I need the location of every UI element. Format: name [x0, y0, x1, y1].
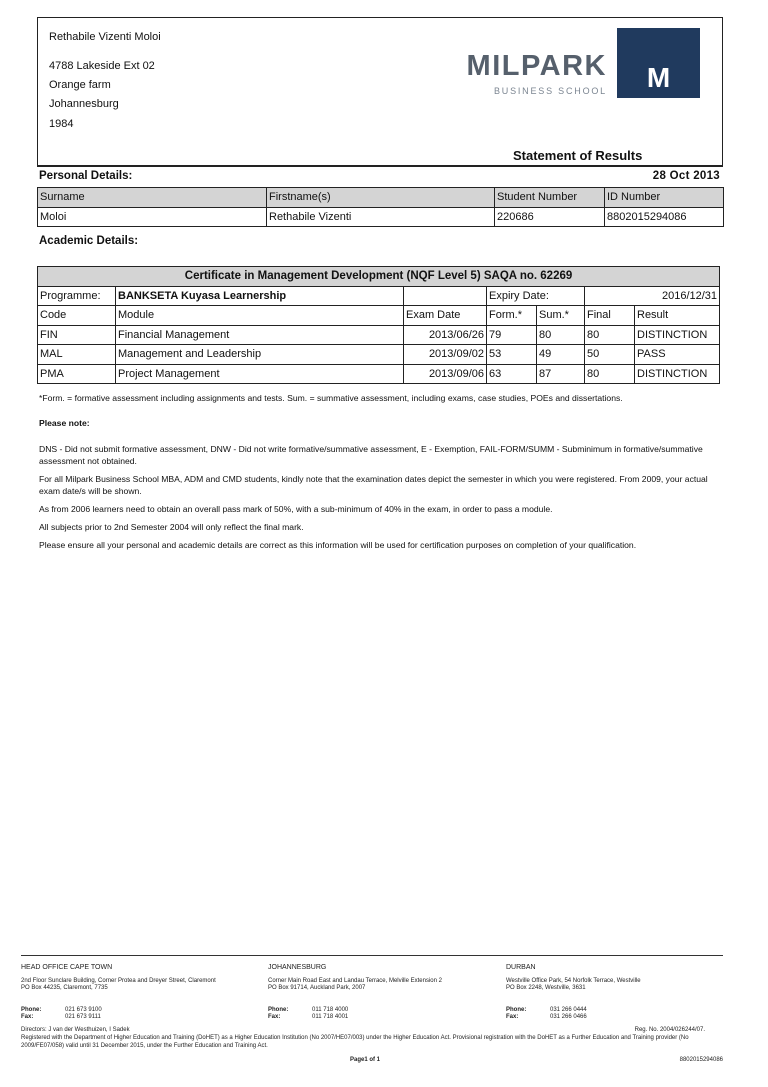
logo-subtitle: BUSINESS SCHOOL [493, 86, 607, 96]
logo-mark-icon [617, 28, 700, 98]
header-final: Final [585, 306, 635, 326]
office-city: HEAD OFFICE CAPE TOWN [21, 964, 113, 971]
office-address: Westville Office Park, 54 Norfolk Terrace, Westville PO Box 2248, Westville, 3631 [506, 977, 641, 991]
recipient-address-line: Orange farm [49, 79, 111, 91]
office-cape-town [21, 964, 256, 1022]
table-row [38, 345, 720, 365]
form-mark: 63 [487, 364, 537, 384]
header-exam-date: Exam Date [404, 306, 487, 326]
header-firstname: Firstname(s) [267, 188, 495, 208]
fax-label: Fax: [21, 1014, 34, 1020]
id-number-value: 8802015294086 [605, 207, 724, 227]
academic-details-heading: Academic Details: [39, 235, 139, 247]
note-item: DNS - Did not submit formative assessment, DNW - Did not write formative/summative assessment, E - Exemption, FAIL-FORM/SUMM - Subminimum in formative/summative assessment not obtained. [39, 444, 703, 466]
footer-id-number: 8802015294086 [679, 1057, 723, 1063]
office-fax: 021 673 9111 [65, 1014, 101, 1020]
result: DISTINCTION [635, 325, 720, 345]
logo-wordmark: MILPARK [466, 50, 607, 82]
final-mark: 80 [585, 325, 635, 345]
module-code: PMA [38, 364, 116, 384]
qualification-row [38, 267, 720, 287]
footer-reg-number: Reg. No. 2004/026244/07. [634, 1027, 705, 1033]
qualification-title: Certificate in Management Development (NQF Level 5) SAQA no. 62269 [38, 267, 720, 287]
note-item: Please ensure all your personal and academic details are correct as this information will be used for certification purposes on completion of your qualification. [39, 540, 637, 550]
module-name: Financial Management [116, 325, 404, 345]
recipient-address-line: Johannesburg [49, 98, 119, 110]
header-sum: Sum.* [537, 306, 585, 326]
table-row [38, 364, 720, 384]
note-item: As from 2006 learners need to obtain an overall pass mark of 50%, with a sub-minimum of 40% in the exam, in order to pass a module. [39, 504, 553, 514]
programme-label: Programme: [38, 286, 116, 306]
page-number: Page1 of 1 [350, 1057, 381, 1063]
office-fax: 031 266 0466 [550, 1014, 587, 1020]
expiry-value: 2016/12/31 [585, 286, 720, 306]
surname-value: Moloi [38, 207, 267, 227]
office-phone: 021 673 9100 [65, 1006, 102, 1013]
logo-mark-letter: M [646, 62, 671, 93]
firstname-value: Rethabile Vizenti [267, 207, 495, 227]
office-johannesburg [268, 964, 503, 1022]
header-form: Form.* [487, 306, 537, 326]
module-code: FIN [38, 325, 116, 345]
expiry-label: Expiry Date: [487, 286, 585, 306]
footer-directors: Directors: J van der Westhuizen, I Sadek [21, 1027, 130, 1033]
note-item: All subjects prior to 2nd Semester 2004 will only reflect the final mark. [39, 522, 304, 532]
personal-details-heading: Personal Details: [39, 170, 133, 182]
notes-section [39, 392, 719, 557]
sum-mark: 49 [537, 345, 585, 365]
fax-label: Fax: [268, 1014, 281, 1020]
personal-details-table [37, 187, 724, 227]
academic-details-table [37, 266, 720, 384]
document-title: Statement of Results [513, 148, 643, 163]
please-note-heading: Please note: [39, 418, 90, 428]
result: PASS [635, 345, 720, 365]
milpark-logo [455, 28, 700, 98]
sum-mark: 80 [537, 325, 585, 345]
table-header-row [38, 188, 724, 208]
office-city: DURBAN [506, 964, 536, 971]
student-number-value: 220686 [495, 207, 605, 227]
header-module: Module [116, 306, 404, 326]
final-mark: 80 [585, 364, 635, 384]
phone-label: Phone: [506, 1006, 527, 1013]
office-phone: 031 266 0444 [550, 1006, 587, 1013]
assessment-footnote: *Form. = formative assessment including assignments and tests. Sum. = summative assessment, including exams, case studies, POEs and dissertations. [39, 393, 623, 403]
statement-date: 28 Oct 2013 [652, 170, 720, 182]
header-code: Code [38, 306, 116, 326]
final-mark: 50 [585, 345, 635, 365]
office-city: JOHANNESBURG [268, 964, 327, 971]
footer-registration-text: Registered with the Department of Higher Education and Training (DoHET) as a Higher Education Institution (No 2007/HE07/003) under the Higher Education Act. Provisional registration with the DoHET as a Further Education and Training provider (No 2009/FE07/058) valid until 31 December 2015, under the Further Education and Training Act. [21, 1035, 689, 1049]
module-name: Project Management [116, 364, 404, 384]
office-durban [506, 964, 741, 1022]
office-fax: 011 718 4001 [312, 1014, 349, 1020]
phone-label: Phone: [21, 1006, 42, 1013]
office-address: Corner Main Road East and Landau Terrace, Melville Extension 2 PO Box 91714, Auckland Park, 2007 [268, 977, 442, 991]
note-item: For all Milpark Business School MBA, ADM and CMD students, kindly note that the examination dates depict the semester in which you were registered. From 2009, your actual exam date/s will be shown. [39, 474, 708, 496]
phone-label: Phone: [268, 1006, 289, 1013]
header-id-number: ID Number [605, 188, 724, 208]
module-name: Management and Leadership [116, 345, 404, 365]
recipient-name: Rethabile Vizenti Moloi [49, 31, 161, 43]
header-student-number: Student Number [495, 188, 605, 208]
sum-mark: 87 [537, 364, 585, 384]
recipient-address-line: 1984 [49, 118, 74, 130]
table-row [38, 207, 724, 227]
header-surname: Surname [38, 188, 267, 208]
exam-date: 2013/09/06 [404, 364, 487, 384]
table-header-row [38, 306, 720, 326]
fax-label: Fax: [506, 1014, 519, 1020]
form-mark: 53 [487, 345, 537, 365]
exam-date: 2013/06/26 [404, 325, 487, 345]
exam-date: 2013/09/02 [404, 345, 487, 365]
header-result: Result [635, 306, 720, 326]
programme-row [38, 286, 720, 306]
office-address: 2nd Floor Sunclare Building, Corner Protea and Dreyer Street, Claremont PO Box 44235, Claremont, 7735 [21, 977, 216, 991]
programme-value: BANKSETA Kuyasa Learnership [116, 286, 404, 306]
module-code: MAL [38, 345, 116, 365]
footer [21, 955, 723, 1065]
programme-spacer [404, 286, 487, 306]
result: DISTINCTION [635, 364, 720, 384]
form-mark: 79 [487, 325, 537, 345]
recipient-address-line: 4788 Lakeside Ext 02 [49, 60, 155, 72]
office-phone: 011 718 4000 [312, 1006, 349, 1013]
table-row [38, 325, 720, 345]
address-box [37, 17, 723, 167]
